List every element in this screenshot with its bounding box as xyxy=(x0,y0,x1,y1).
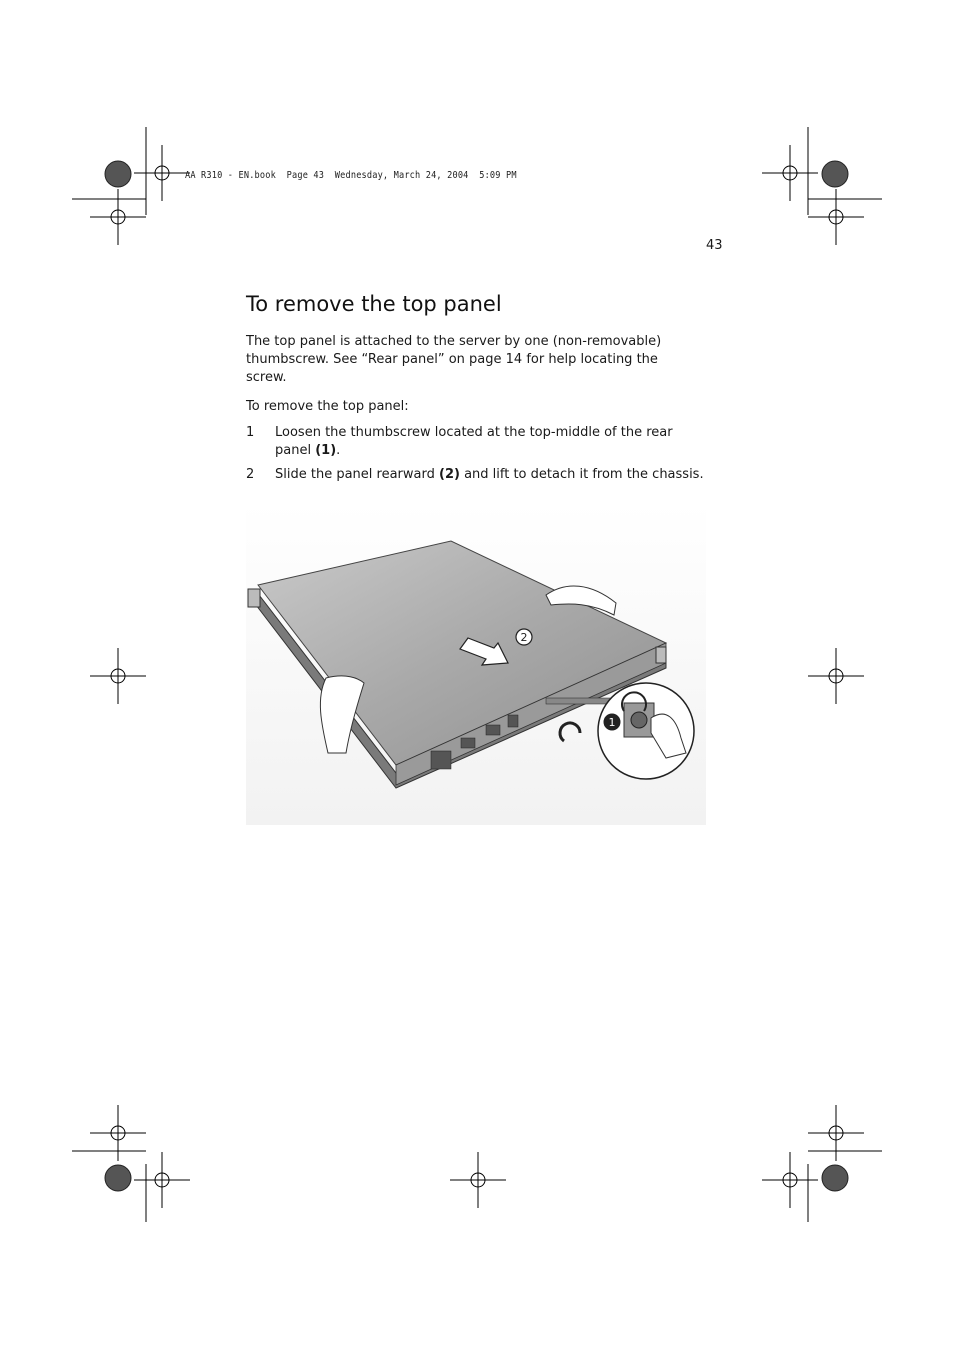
page-number: 43 xyxy=(706,238,723,253)
svg-text:1: 1 xyxy=(608,716,616,729)
section-heading: To remove the top panel xyxy=(246,292,502,316)
body-paragraph: The top panel is attached to the server by one (non-removable) thumbscrew. See “Rear panel” on page 14 for help locating the screw. xyxy=(246,334,662,385)
procedure-intro: To remove the top panel: xyxy=(246,399,409,414)
step-2: 2 Slide the panel rearward (2) and lift to detach it from the chassis. xyxy=(246,467,704,482)
thumbscrew-inset xyxy=(598,683,694,779)
svg-text:2: 2 xyxy=(520,631,528,644)
callout-2 xyxy=(516,629,532,645)
step-number: 1 xyxy=(246,425,255,440)
server-top-panel-illustration xyxy=(246,503,706,825)
procedure-steps xyxy=(246,424,706,490)
step-1: 1 Loosen the thumbscrew located at the top-middle of the rear panel (1). xyxy=(246,425,673,458)
callout-1 xyxy=(604,714,620,730)
step-number: 2 xyxy=(246,467,255,482)
print-slug: AA R310 - EN.book Page 43 Wednesday, March 24, 2004 5:09 PM xyxy=(185,170,517,181)
